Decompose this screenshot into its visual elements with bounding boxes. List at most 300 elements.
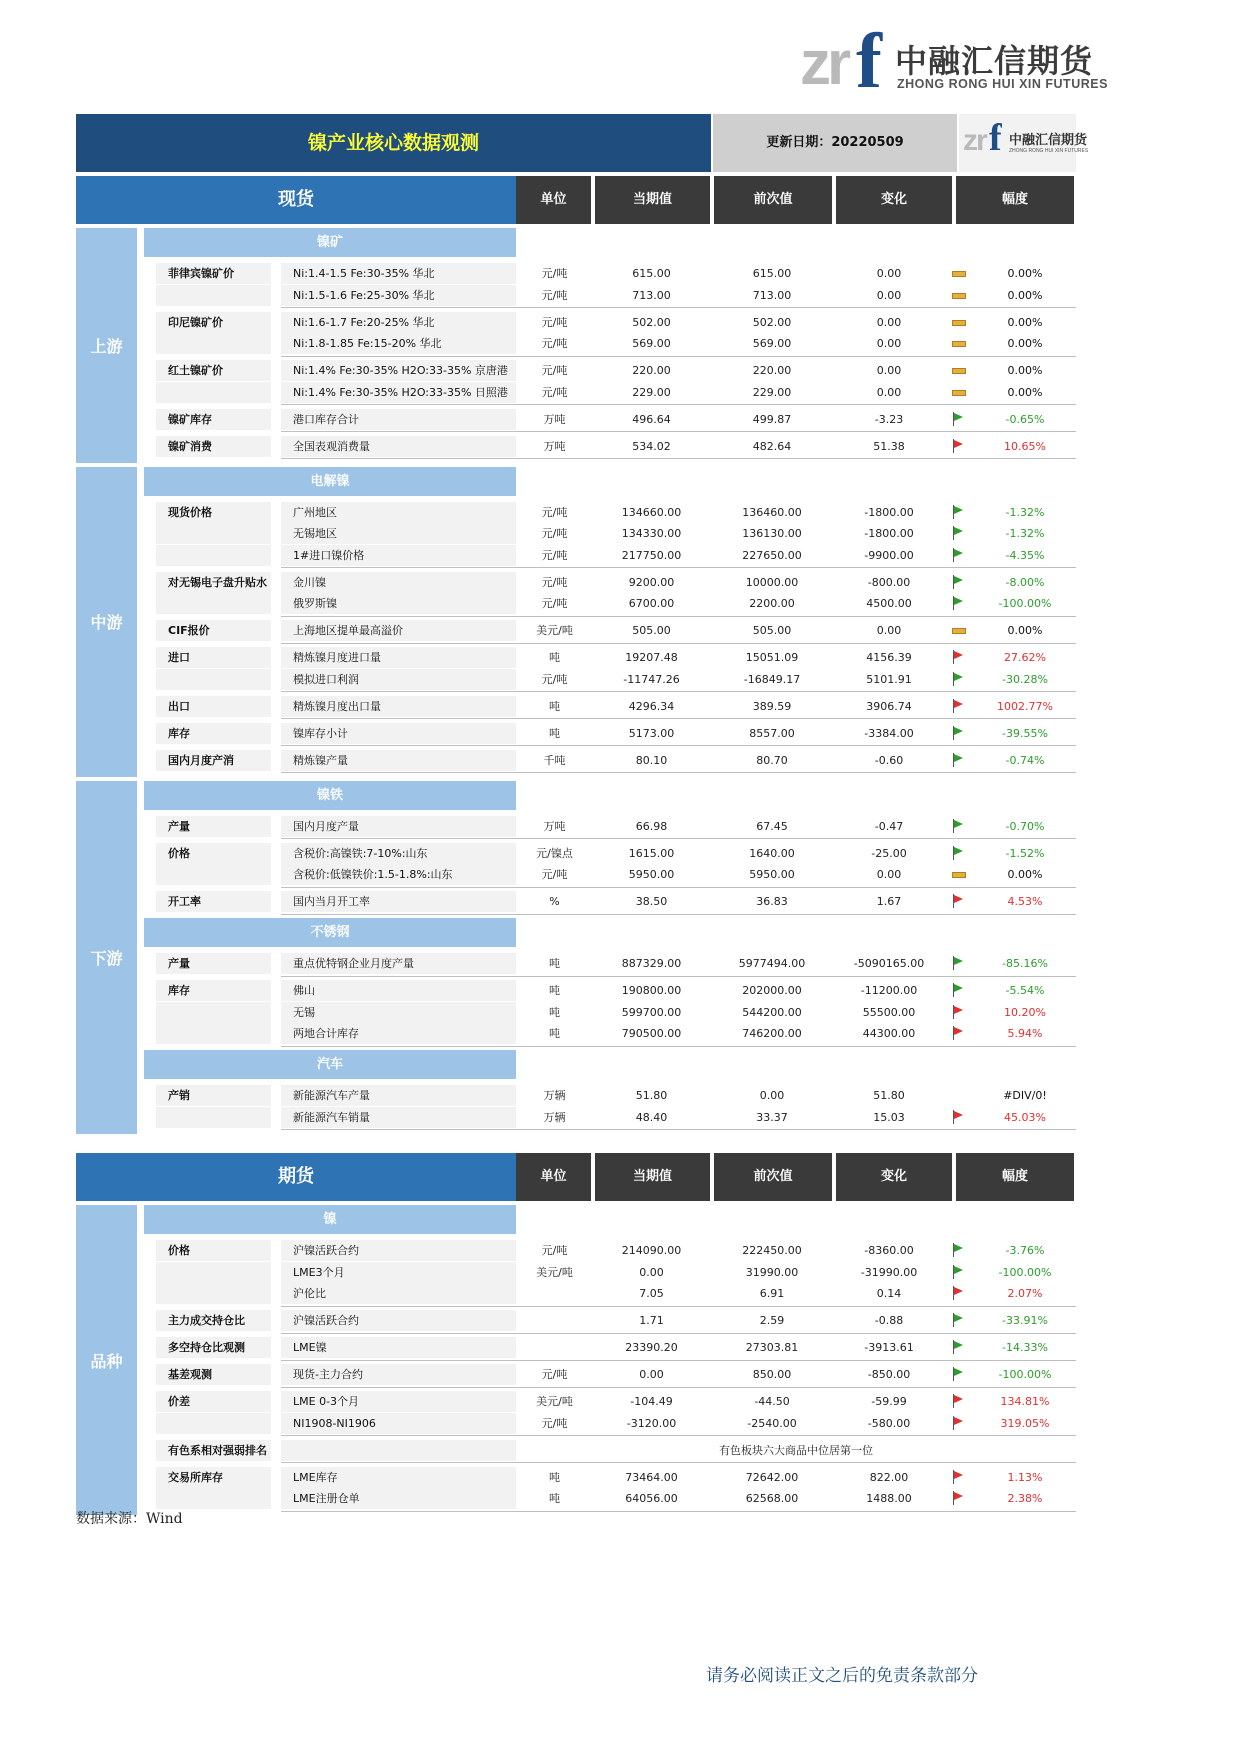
row-unit bbox=[516, 1283, 593, 1304]
trend-icon bbox=[952, 360, 968, 381]
row-unit: 元/吨 bbox=[541, 548, 568, 562]
row-unit: 吨 bbox=[549, 1492, 560, 1505]
row-previous: 136130.00 bbox=[742, 527, 802, 540]
row-change: -9900.00 bbox=[864, 548, 914, 562]
trend-icon bbox=[952, 1337, 968, 1358]
trend-icon bbox=[952, 891, 968, 912]
table-row bbox=[76, 1262, 1076, 1283]
row-item: 精炼镍产量 bbox=[281, 750, 516, 771]
row-item: 国内当月开工率 bbox=[281, 891, 516, 912]
row-category bbox=[156, 285, 271, 306]
row-change: -0.88 bbox=[874, 1314, 904, 1327]
row-current: 887329.00 bbox=[621, 957, 682, 970]
row-item: 含税价:低镍铁价:1.5-1.8%:山东 bbox=[281, 864, 516, 885]
row-unit: 美元/吨 bbox=[536, 1395, 573, 1408]
row-category: 红土镍矿价 bbox=[156, 360, 271, 381]
row-previous: 15051.09 bbox=[745, 651, 799, 664]
green-flag-icon bbox=[952, 505, 964, 519]
row-change: 4500.00 bbox=[866, 597, 912, 610]
trend-icon bbox=[952, 572, 968, 593]
red-flag-icon bbox=[952, 699, 964, 713]
trend-icon bbox=[952, 409, 968, 430]
row-previous: -44.50 bbox=[754, 1395, 790, 1408]
row-item: Ni:1.5-1.6 Fe:25-30% 华北 bbox=[281, 285, 516, 306]
row-previous: 72642.00 bbox=[745, 1470, 799, 1484]
row-change: 0.00 bbox=[876, 868, 902, 881]
row-item: Ni:1.4% Fe:30-35% H2O:33-35% 日照港 bbox=[281, 382, 516, 403]
trend-icon bbox=[952, 1262, 968, 1283]
red-flag-icon bbox=[952, 1416, 964, 1430]
trend-icon bbox=[952, 816, 968, 837]
row-previous: 0.00 bbox=[759, 1089, 785, 1102]
green-flag-icon bbox=[952, 983, 964, 997]
table-row bbox=[76, 1440, 1076, 1461]
green-flag-icon bbox=[952, 526, 964, 540]
green-flag-icon bbox=[952, 846, 964, 860]
row-item: 全国表观消费量 bbox=[281, 436, 516, 457]
row-divider bbox=[281, 616, 1076, 617]
row-item: LME 0-3个月 bbox=[281, 1391, 516, 1412]
row-category: 印尼镍矿价 bbox=[156, 312, 271, 333]
row-previous: 5977494.00 bbox=[738, 957, 806, 970]
row-current: 502.00 bbox=[632, 315, 671, 329]
row-unit: 万吨 bbox=[543, 412, 566, 426]
row-unit: 万辆 bbox=[543, 1110, 566, 1124]
red-flag-icon bbox=[952, 1470, 964, 1484]
flat-indicator-icon bbox=[952, 628, 966, 634]
row-current: 214090.00 bbox=[621, 1244, 682, 1257]
row-current: 190800.00 bbox=[621, 984, 682, 997]
row-unit: 吨 bbox=[549, 726, 560, 740]
flat-indicator-icon bbox=[952, 872, 966, 878]
row-previous: 31990.00 bbox=[745, 1265, 799, 1279]
row-change: 51.38 bbox=[873, 439, 905, 453]
green-flag-icon bbox=[952, 726, 964, 740]
row-category: 进口 bbox=[156, 647, 271, 668]
trend-icon bbox=[952, 523, 968, 544]
row-divider bbox=[281, 691, 1076, 692]
row-change: -0.47 bbox=[874, 819, 904, 833]
row-current: 569.00 bbox=[632, 337, 671, 350]
row-pct: 134.81% bbox=[1000, 1395, 1050, 1408]
row-pct: 5.94% bbox=[1007, 1027, 1043, 1040]
title-logo-zr: zr bbox=[963, 124, 986, 157]
table-row bbox=[76, 647, 1076, 668]
table-row bbox=[76, 523, 1076, 544]
row-pct: -0.74% bbox=[1005, 753, 1045, 767]
row-pct: -1.52% bbox=[1005, 846, 1045, 860]
row-category bbox=[156, 1488, 271, 1509]
table-row bbox=[76, 1085, 1076, 1106]
row-previous: 5950.00 bbox=[749, 868, 795, 881]
row-unit: 万吨 bbox=[543, 439, 566, 453]
row-item: LME注册仓单 bbox=[281, 1488, 516, 1509]
futures-column-header bbox=[76, 1153, 1076, 1201]
row-item: 无锡地区 bbox=[281, 523, 516, 544]
row-change: 1.67 bbox=[876, 895, 902, 908]
row-item: Ni:1.4% Fe:30-35% H2O:33-35% 京唐港 bbox=[281, 360, 516, 381]
row-category bbox=[156, 1002, 271, 1023]
row-unit: 元/吨 bbox=[541, 597, 568, 610]
table-row bbox=[76, 1364, 1076, 1385]
flat-indicator-icon bbox=[952, 320, 966, 326]
row-pct: -0.70% bbox=[1005, 819, 1045, 833]
table-row bbox=[76, 333, 1076, 354]
row-change: 51.80 bbox=[873, 1089, 905, 1102]
row-change: -1800.00 bbox=[864, 505, 914, 519]
row-divider bbox=[281, 1387, 1076, 1388]
trend-icon bbox=[952, 436, 968, 457]
table-row bbox=[76, 382, 1076, 403]
row-category: 产量 bbox=[156, 816, 271, 837]
row-change: -580.00 bbox=[867, 1416, 911, 1430]
header-unit: 单位 bbox=[516, 176, 591, 224]
row-previous: 62568.00 bbox=[745, 1492, 799, 1505]
row-divider bbox=[281, 643, 1076, 644]
row-item: 佛山 bbox=[281, 980, 516, 1001]
row-previous: 220.00 bbox=[752, 364, 792, 377]
header-change: 变化 bbox=[836, 176, 952, 224]
green-flag-icon bbox=[952, 672, 964, 686]
row-category: 库存 bbox=[156, 980, 271, 1001]
row-previous: 227650.00 bbox=[742, 548, 802, 562]
row-pct: 4.53% bbox=[1007, 895, 1043, 908]
row-divider bbox=[281, 887, 1076, 888]
row-category: 价格 bbox=[156, 843, 271, 864]
row-unit: 元/吨 bbox=[541, 267, 568, 280]
row-unit: 元/吨 bbox=[541, 315, 568, 329]
table-row bbox=[76, 1467, 1076, 1488]
green-flag-icon bbox=[952, 1340, 964, 1354]
company-logo bbox=[800, 17, 1108, 104]
row-unit: 元/吨 bbox=[541, 527, 568, 540]
row-item: 沪镍活跃合约 bbox=[281, 1310, 516, 1331]
header-pct: 幅度 bbox=[956, 176, 1074, 224]
table-row bbox=[76, 843, 1076, 864]
band-header: 镍铁 bbox=[144, 781, 516, 810]
row-category: 对无锡电子盘升贴水 bbox=[156, 572, 271, 593]
title-logo bbox=[959, 114, 1089, 172]
header-pct: 幅度 bbox=[956, 1153, 1074, 1201]
row-change: -5090165.00 bbox=[853, 957, 925, 970]
row-pct: 0.00% bbox=[1007, 868, 1043, 881]
row-divider bbox=[281, 914, 1076, 915]
row-category: 库存 bbox=[156, 723, 271, 744]
row-category bbox=[156, 1413, 271, 1434]
row-pct: #DIV/0! bbox=[1003, 1089, 1047, 1102]
header-current: 当期值 bbox=[595, 176, 710, 224]
row-divider bbox=[281, 838, 1076, 839]
row-category bbox=[156, 1262, 271, 1283]
row-item: Ni:1.8-1.85 Fe:15-20% 华北 bbox=[281, 333, 516, 354]
row-current: 615.00 bbox=[632, 267, 671, 280]
row-item: Ni:1.4-1.5 Fe:30-35% 华北 bbox=[281, 263, 516, 284]
row-current: 496.64 bbox=[632, 412, 671, 426]
row-item: NI1908-NI1906 bbox=[281, 1413, 516, 1434]
row-category: 有色系相对强弱排名 bbox=[156, 1440, 271, 1461]
row-unit: 元/吨 bbox=[541, 1368, 568, 1381]
row-change: 1488.00 bbox=[866, 1492, 912, 1505]
row-change: 55500.00 bbox=[862, 1005, 916, 1019]
green-flag-icon bbox=[952, 956, 964, 970]
row-item: 1#进口镍价格 bbox=[281, 545, 516, 566]
row-pct: -100.00% bbox=[998, 1265, 1052, 1279]
row-item: LME3个月 bbox=[281, 1262, 516, 1283]
row-current: -3120.00 bbox=[626, 1416, 677, 1430]
row-current: 5950.00 bbox=[628, 868, 675, 881]
row-pct: -14.33% bbox=[1002, 1341, 1048, 1354]
row-divider bbox=[281, 1462, 1076, 1463]
row-pct: 0.00% bbox=[1007, 364, 1043, 377]
trend-icon bbox=[952, 1413, 968, 1434]
row-category: 价格 bbox=[156, 1240, 271, 1261]
row-item: 上海地区提单最高溢价 bbox=[281, 620, 516, 641]
row-category: 多空持仓比观测 bbox=[156, 1337, 271, 1358]
trend-icon bbox=[952, 593, 968, 614]
row-pct: 2.38% bbox=[1007, 1492, 1043, 1505]
green-flag-icon bbox=[952, 753, 964, 767]
row-divider bbox=[281, 772, 1076, 773]
title-logo-f: f bbox=[989, 117, 1002, 159]
row-pct: 27.62% bbox=[1004, 651, 1046, 664]
row-unit: 元/吨 bbox=[541, 1244, 568, 1257]
row-previous: 229.00 bbox=[752, 385, 792, 399]
row-change: -800.00 bbox=[867, 575, 911, 589]
row-change: 4156.39 bbox=[866, 651, 912, 664]
row-unit: 元/吨 bbox=[541, 868, 568, 881]
row-category: 菲律宾镍矿价 bbox=[156, 263, 271, 284]
trend-icon bbox=[952, 1283, 968, 1304]
table-row bbox=[76, 1023, 1076, 1044]
row-change: 15.03 bbox=[873, 1110, 905, 1124]
table-row bbox=[76, 696, 1076, 717]
row-previous: 10000.00 bbox=[745, 575, 799, 589]
futures-section-title: 期货 bbox=[76, 1153, 516, 1201]
row-pct: 319.05% bbox=[1000, 1416, 1050, 1430]
table-row bbox=[76, 1337, 1076, 1358]
row-current: 220.00 bbox=[632, 364, 671, 377]
row-previous: 746200.00 bbox=[742, 1027, 802, 1040]
row-pct: -1.32% bbox=[1005, 505, 1045, 519]
row-unit: 元/镍点 bbox=[536, 846, 573, 860]
trend-icon bbox=[952, 647, 968, 668]
trend-icon bbox=[952, 669, 968, 690]
table-row bbox=[76, 891, 1076, 912]
row-category bbox=[156, 523, 271, 544]
table-row bbox=[76, 312, 1076, 333]
row-unit: 万辆 bbox=[543, 1089, 566, 1102]
row-category: 镍矿消费 bbox=[156, 436, 271, 457]
row-item: 两地合计库存 bbox=[281, 1023, 516, 1044]
row-unit: 万吨 bbox=[543, 819, 566, 833]
trend-icon bbox=[952, 864, 968, 885]
row-current: 4296.34 bbox=[628, 699, 675, 713]
table-row bbox=[76, 1391, 1076, 1412]
row-change: 0.00 bbox=[876, 315, 902, 329]
table-row bbox=[76, 750, 1076, 771]
row-category: 主力成交持仓比 bbox=[156, 1310, 271, 1331]
row-category bbox=[156, 1023, 271, 1044]
header-unit: 单位 bbox=[516, 1153, 591, 1201]
row-pct: 10.20% bbox=[1004, 1005, 1046, 1019]
trend-icon bbox=[952, 263, 968, 284]
row-current: 713.00 bbox=[632, 288, 671, 302]
row-change: 5101.91 bbox=[866, 672, 912, 686]
row-category: 产销 bbox=[156, 1085, 271, 1106]
trend-icon bbox=[952, 1467, 968, 1488]
row-unit: 吨 bbox=[549, 651, 560, 664]
trend-icon bbox=[952, 953, 968, 974]
row-divider bbox=[281, 976, 1076, 977]
row-item: 含税价:高镍铁:7-10%:山东 bbox=[281, 843, 516, 864]
row-unit: 千吨 bbox=[543, 753, 566, 767]
row-current: 599700.00 bbox=[621, 1005, 682, 1019]
row-current: 505.00 bbox=[632, 624, 671, 637]
row-previous: 482.64 bbox=[752, 439, 792, 453]
trend-icon bbox=[952, 545, 968, 566]
trend-icon bbox=[952, 1364, 968, 1385]
row-change: 0.14 bbox=[876, 1287, 902, 1300]
row-previous: 36.83 bbox=[756, 895, 788, 908]
row-change: 0.00 bbox=[876, 364, 902, 377]
row-current: 9200.00 bbox=[628, 575, 675, 589]
row-unit: 吨 bbox=[549, 1005, 560, 1019]
row-pct: -0.65% bbox=[1005, 412, 1045, 426]
row-note: 有色板块六大商品中位居第一位 bbox=[719, 1443, 873, 1457]
row-unit: 元/吨 bbox=[541, 505, 568, 519]
row-item: 无锡 bbox=[281, 1002, 516, 1023]
row-divider bbox=[281, 745, 1076, 746]
row-previous: 27303.81 bbox=[745, 1341, 799, 1354]
row-item: 新能源汽车销量 bbox=[281, 1107, 516, 1128]
row-previous: 202000.00 bbox=[742, 984, 802, 997]
flat-indicator-icon bbox=[952, 390, 966, 396]
green-flag-icon bbox=[952, 575, 964, 589]
row-previous: 136460.00 bbox=[742, 505, 802, 519]
row-unit: 吨 bbox=[549, 984, 560, 997]
band-header: 汽车 bbox=[144, 1050, 516, 1079]
row-pct: -8.00% bbox=[1005, 575, 1045, 589]
row-previous: 713.00 bbox=[752, 288, 792, 302]
green-flag-icon bbox=[952, 548, 964, 562]
row-pct: -5.54% bbox=[1005, 984, 1045, 997]
flat-indicator-icon bbox=[952, 341, 966, 347]
table-row bbox=[76, 1283, 1076, 1304]
row-category bbox=[156, 593, 271, 614]
row-pct: -33.91% bbox=[1002, 1314, 1048, 1327]
row-pct: 0.00% bbox=[1007, 624, 1043, 637]
logo-mark-zr: zr bbox=[800, 29, 848, 98]
row-change: -31990.00 bbox=[860, 1265, 918, 1279]
row-current: 80.10 bbox=[635, 753, 668, 767]
table-row bbox=[76, 669, 1076, 690]
row-item: 新能源汽车产量 bbox=[281, 1085, 516, 1106]
row-item: 沪伦比 bbox=[281, 1283, 516, 1304]
trend-icon bbox=[952, 285, 968, 306]
row-pct: 10.65% bbox=[1004, 439, 1046, 453]
row-pct: -30.28% bbox=[1002, 672, 1048, 686]
row-pct: -1.32% bbox=[1005, 527, 1045, 540]
row-divider bbox=[281, 1435, 1076, 1436]
logo-name-en: ZHONG RONG HUI XIN FUTURES bbox=[897, 77, 1108, 91]
row-unit: 元/吨 bbox=[541, 672, 568, 686]
title-logo-cn: 中融汇信期货 bbox=[1009, 133, 1088, 148]
row-change: -850.00 bbox=[867, 1368, 911, 1381]
row-current: 5173.00 bbox=[628, 726, 675, 740]
trend-icon bbox=[952, 382, 968, 403]
row-previous: 33.37 bbox=[756, 1110, 788, 1124]
row-previous: 222450.00 bbox=[742, 1244, 802, 1257]
trend-icon bbox=[952, 1240, 968, 1261]
row-change: 0.00 bbox=[876, 337, 902, 350]
trend-icon bbox=[952, 1310, 968, 1331]
row-unit: % bbox=[549, 895, 560, 908]
row-pct: 0.00% bbox=[1007, 288, 1043, 302]
row-current: 7.05 bbox=[639, 1287, 664, 1300]
group-label: 品种 bbox=[76, 1205, 137, 1515]
header-current: 当期值 bbox=[595, 1153, 710, 1201]
header-previous: 前次值 bbox=[714, 176, 832, 224]
row-unit: 吨 bbox=[549, 1027, 560, 1040]
row-previous: 544200.00 bbox=[742, 1005, 802, 1019]
row-category bbox=[156, 669, 271, 690]
row-pct: 0.00% bbox=[1007, 267, 1043, 280]
red-flag-icon bbox=[952, 894, 964, 908]
row-current: 51.80 bbox=[635, 1089, 668, 1102]
row-current: 23390.20 bbox=[625, 1341, 678, 1354]
row-previous: 2.59 bbox=[759, 1314, 785, 1327]
row-previous: -16849.17 bbox=[743, 672, 801, 686]
band-header: 镍 bbox=[144, 1205, 516, 1234]
table-row bbox=[76, 816, 1076, 837]
trend-icon bbox=[952, 723, 968, 744]
row-pct: 45.03% bbox=[1004, 1110, 1046, 1124]
row-current: 66.98 bbox=[635, 819, 668, 833]
row-divider bbox=[281, 1046, 1076, 1047]
row-divider bbox=[281, 431, 1076, 432]
trend-icon bbox=[952, 1002, 968, 1023]
spot-section-title: 现货 bbox=[76, 176, 516, 224]
row-pct: 2.07% bbox=[1007, 1287, 1043, 1300]
green-flag-icon bbox=[952, 1265, 964, 1279]
row-unit: 美元/吨 bbox=[536, 1265, 573, 1279]
band-header: 镍矿 bbox=[144, 228, 516, 257]
row-category bbox=[156, 333, 271, 354]
group-label: 上游 bbox=[76, 228, 137, 463]
row-pct: -100.00% bbox=[998, 1368, 1052, 1381]
row-change: -3384.00 bbox=[864, 726, 914, 740]
header-change: 变化 bbox=[836, 1153, 952, 1201]
table-row bbox=[76, 1240, 1076, 1261]
spot-column-header bbox=[76, 176, 1076, 224]
row-category: 国内月度产消 bbox=[156, 750, 271, 771]
title-logo-en: ZHONG RONG HUI XIN FUTURES bbox=[1009, 148, 1089, 154]
row-current: 534.02 bbox=[632, 439, 671, 453]
row-item: LME镍 bbox=[281, 1337, 516, 1358]
trend-icon bbox=[952, 843, 968, 864]
row-change: 0.00 bbox=[876, 267, 902, 280]
row-category bbox=[156, 1107, 271, 1128]
row-unit: 元/吨 bbox=[541, 575, 568, 589]
row-unit: 元/吨 bbox=[541, 385, 568, 399]
row-change: -3.23 bbox=[874, 412, 904, 426]
header-previous: 前次值 bbox=[714, 1153, 832, 1201]
logo-mark-f: f bbox=[856, 17, 882, 104]
row-category: 产量 bbox=[156, 953, 271, 974]
row-previous: -2540.00 bbox=[747, 1416, 797, 1430]
data-source: 数据来源：Wind bbox=[76, 1511, 183, 1527]
table-row bbox=[76, 285, 1076, 306]
